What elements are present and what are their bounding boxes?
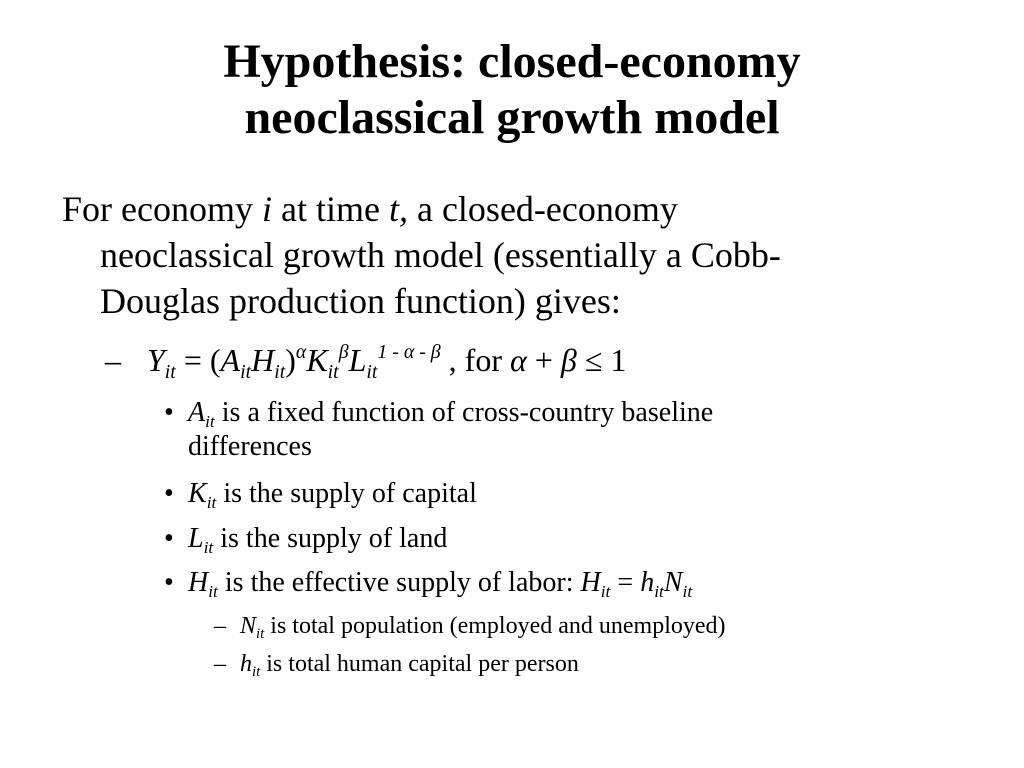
- intro-text: at time: [271, 189, 389, 229]
- equals-open: = (: [175, 342, 221, 378]
- condition-prefix: , for: [440, 342, 510, 378]
- sub-it: it: [327, 360, 339, 383]
- subbullet-N: [214, 612, 726, 643]
- var-K: K: [306, 342, 328, 378]
- equation-dash: –: [105, 342, 121, 378]
- sub-it: it: [256, 626, 265, 643]
- intro-line-2: neoclassical growth model (essentially a Cobb-: [100, 235, 781, 275]
- cond-beta: β: [560, 342, 577, 378]
- sub-it: it: [203, 538, 214, 558]
- production-function-equation: [105, 340, 627, 383]
- eq-var-N: N: [663, 567, 683, 598]
- var-N: N: [240, 613, 257, 639]
- var-L: L: [348, 342, 367, 378]
- sub-it: it: [240, 360, 252, 383]
- var-H: H: [188, 567, 209, 598]
- subbullet-dash: –: [214, 651, 226, 677]
- intro-paragraph: [62, 186, 1002, 324]
- close-paren: ): [285, 342, 296, 378]
- cond-leq: ≤ 1: [576, 342, 627, 378]
- var-A: A: [220, 342, 241, 378]
- sub-it: it: [600, 582, 611, 602]
- bullet-dot: •: [164, 523, 174, 554]
- eq-var-H: H: [580, 567, 601, 598]
- sub-it: it: [206, 493, 217, 513]
- bullet-A-text: is a fixed function of cross-country baseline: [214, 397, 714, 428]
- sub-it: it: [252, 664, 261, 681]
- var-H: H: [251, 342, 275, 378]
- bullet-A-line-1: [188, 396, 713, 430]
- exp-beta: β: [338, 341, 349, 364]
- sub-it: it: [682, 582, 693, 602]
- subbullet-h: [214, 650, 579, 681]
- cond-alpha: α: [509, 342, 527, 378]
- subbullet-N-text: is total population (employed and unemployed): [264, 613, 726, 639]
- var-h: h: [240, 651, 252, 677]
- var-K: K: [188, 478, 207, 509]
- sub-it: it: [366, 360, 378, 383]
- var-Y: Y: [147, 342, 165, 378]
- intro-text: a closed-economy: [407, 189, 678, 229]
- cond-plus: +: [526, 342, 561, 378]
- intro-var-i: i: [261, 189, 272, 229]
- bullet-K-text: is the supply of capital: [216, 478, 477, 509]
- intro-line-1: [62, 186, 1002, 232]
- eq-var-h: h: [640, 567, 655, 598]
- sub-it: it: [208, 582, 218, 602]
- bullet-dot: •: [164, 567, 174, 598]
- exp-L: 1 - α - β: [377, 341, 441, 364]
- bullet-L-text: is the supply of land: [213, 523, 448, 554]
- intro-line-3: Douglas production function) gives:: [100, 281, 621, 321]
- sub-it: it: [164, 360, 176, 383]
- var-A: A: [188, 397, 206, 428]
- subbullet-h-text: is total human capital per person: [260, 651, 579, 677]
- sub-it: it: [205, 412, 215, 432]
- exp-alpha: α: [295, 341, 307, 364]
- bullet-A-line-2: differences: [188, 431, 312, 462]
- bullet-H-text: is the effective supply of labor:: [217, 567, 581, 598]
- eq-equals: =: [610, 567, 641, 598]
- subbullet-dash: –: [214, 613, 226, 639]
- intro-text: For economy: [62, 189, 262, 229]
- sub-it: it: [274, 360, 286, 383]
- title-line-2: neoclassical growth model: [244, 91, 780, 144]
- bullet-dot: •: [164, 478, 174, 509]
- slide-title: [0, 34, 1024, 146]
- bullet-dot: •: [164, 397, 174, 428]
- var-L: L: [188, 523, 204, 554]
- title-line-1: Hypothesis: closed-economy: [223, 35, 801, 88]
- intro-var-t: t,: [388, 189, 408, 229]
- sub-it: it: [654, 582, 664, 602]
